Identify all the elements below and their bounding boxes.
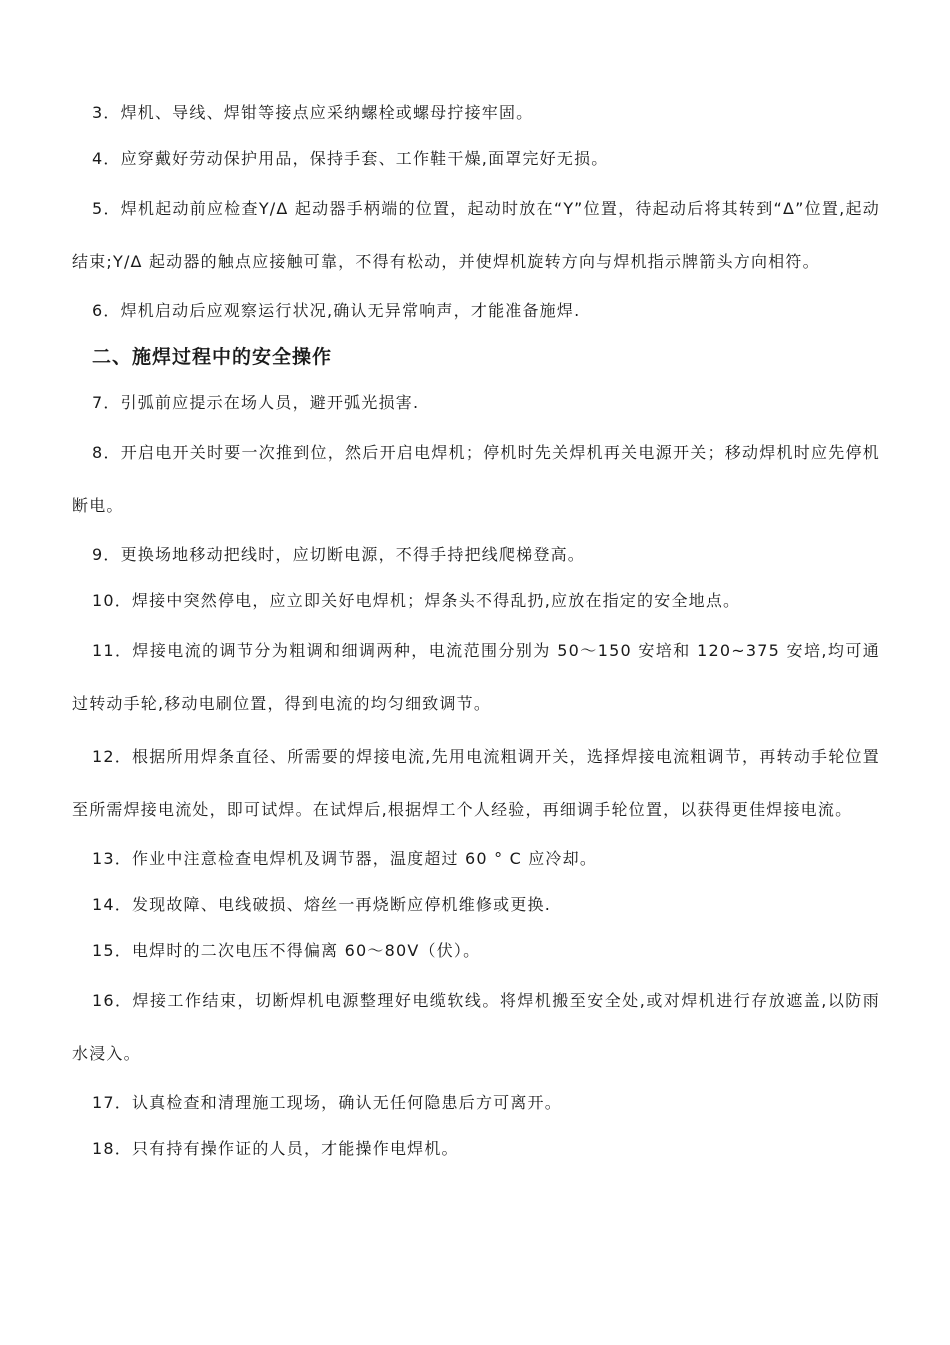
paragraph-13: 13．作业中注意检查电焊机及调节器，温度超过 60 ° C 应冷却。: [92, 849, 598, 868]
section-heading-2: 二、施焊过程中的安全操作: [92, 346, 333, 368]
paragraph-3: 3．焊机、导线、焊钳等接点应采纳螺栓或螺母拧接牢固。: [92, 103, 534, 122]
paragraph-16: 16．焊接工作结束，切断焊机电源整理好电缆软线。将焊机搬至安全处,或对焊机进行存放遮盖,以防雨水浸入。: [72, 991, 880, 1063]
paragraph-6: 6．焊机启动后应观察运行状况,确认无异常响声，才能准备施焊.: [92, 301, 581, 320]
paragraph-5: 5．焊机起动前应检查Y/Δ 起动器手柄端的位置，起动时放在“Y”位置，待起动后将其转到“Δ”位置,起动结束;Y/Δ 起动器的触点应接触可靠，不得有松动，并使焊机旋转方向与焊机指示牌箭头方向相符。: [72, 199, 880, 271]
paragraph-10: 10．焊接中突然停电，应立即关好电焊机；焊条头不得乱扔,应放在指定的安全地点。: [92, 591, 741, 610]
paragraph-7: 7．引弧前应提示在场人员，避开弧光损害.: [92, 393, 420, 412]
document-body: [72, 90, 880, 1172]
paragraph-17: 17．认真检查和清理施工现场，确认无任何隐患后方可离开。: [92, 1093, 562, 1112]
paragraph-14: 14．发现故障、电线破损、熔丝一再烧断应停机维修或更换.: [92, 895, 552, 914]
paragraph-9: 9．更换场地移动把线时，应切断电源，不得手持把线爬梯登高。: [92, 545, 585, 564]
paragraph-4: 4．应穿戴好劳动保护用品，保持手套、工作鞋干燥,面罩完好无损。: [92, 149, 609, 168]
paragraph-12: 12．根据所用焊条直径、所需要的焊接电流,先用电流粗调开关，选择焊接电流粗调节，再转动手轮位置至所需焊接电流处，即可试焊。在试焊后,根据焊工个人经验，再细调手轮位置，以获得更佳焊接电流。: [72, 747, 880, 819]
paragraph-8: 8．开启电开关时要一次推到位，然后开启电焊机；停机时先关焊机再关电源开关；移动焊机时应先停机断电。: [72, 443, 880, 515]
paragraph-18: 18．只有持有操作证的人员，才能操作电焊机。: [92, 1139, 459, 1158]
paragraph-15: 15．电焊时的二次电压不得偏离 60～80V（伏）。: [92, 941, 481, 960]
paragraph-11: 11．焊接电流的调节分为粗调和细调两种，电流范围分别为 50～150 安培和 120~375 安培,均可通过转动手轮,移动电刷位置，得到电流的均匀细致调节。: [72, 641, 880, 713]
